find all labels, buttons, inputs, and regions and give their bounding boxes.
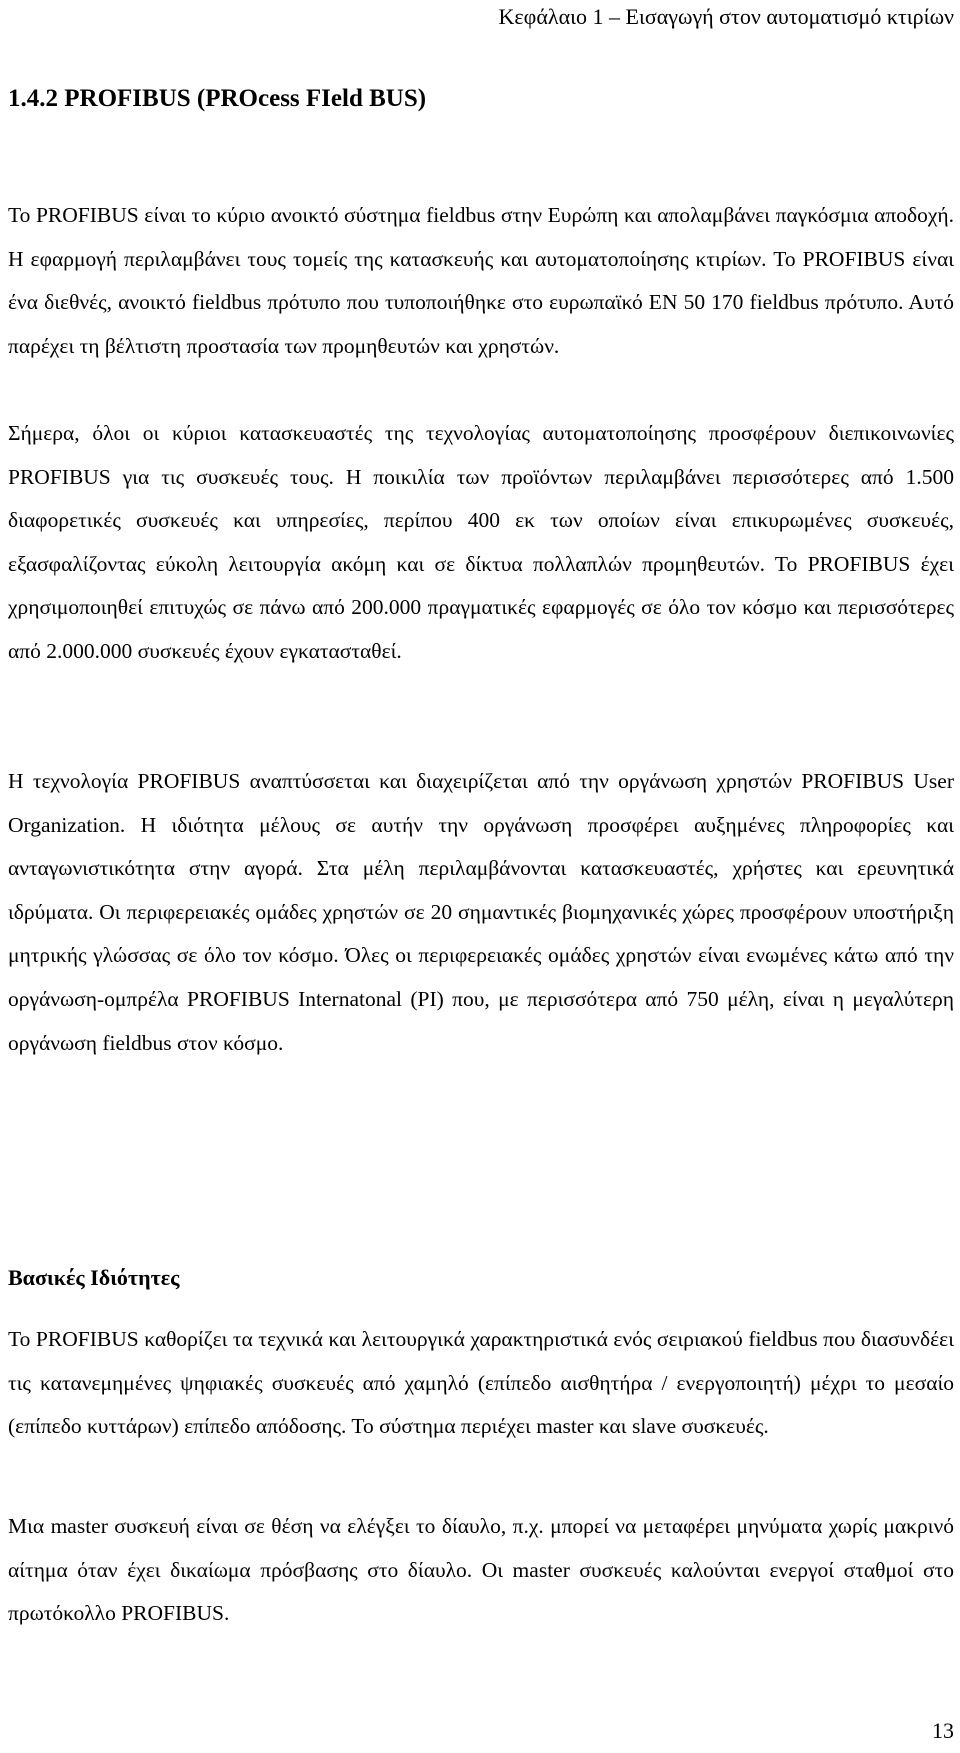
- paragraph-characteristics: Το PROFIBUS καθορίζει τα τεχνικά και λειτουργικά χαρακτηριστικά ενός σειριακού fieldbus που διασυνδέει τις κατανεμημένες ψηφιακές συσκευές από χαμηλό (επίπεδο αισθητήρα / ενεργοποιητή) μέχρι το μεσαίο (επίπεδο κυττάρων) επίπεδο απόδοσης. Το σύστημα περιέχει master και slave συσκευές.: [8, 1327, 954, 1439]
- page-number: 13: [932, 1718, 954, 1743]
- subsection-heading: Βασικές Ιδιότητες: [8, 1265, 180, 1290]
- paragraph-master-devices: Μια master συσκευή είναι σε θέση να ελέγξει το δίαυλο, π.χ. μπορεί να μεταφέρει μηνύματα χωρίς μακρινό αίτημα όταν έχει δικαίωμα πρόσβασης στο δίαυλο. Οι master συσκευές καλούνται ενεργοί σταθμοί στο πρωτόκολλο PROFIBUS.: [8, 1514, 954, 1626]
- running-header: Κεφάλαιο 1 – Εισαγωγή στον αυτοματισμό κτιρίων: [498, 4, 954, 29]
- paragraph-intro: Το PROFIBUS είναι το κύριο ανοικτό σύστημα fieldbus στην Ευρώπη και απολαμβάνει παγκόσμια αποδοχή. Η εφαρμογή περιλαμβάνει τους τομείς της κατασκευής και αυτοματοποίησης κτιρίων. Το PROFIBUS είναι ένα διεθνές, ανοικτό fieldbus πρότυπο που τυποποιήθηκε στο ευρωπαϊκό EN 50 170 fieldbus πρότυπο. Αυτό παρέχει τη βέλτιστη προστασία των προμηθευτών και χρηστών.: [8, 203, 954, 358]
- paragraph-manufacturers: Σήμερα, όλοι οι κύριοι κατασκευαστές της τεχνολογίας αυτοματοποίησης προσφέρουν διεπικοινωνίες PROFIBUS για τις συσκευές τους. Η ποικιλία των προϊόντων περιλαμβάνει περισσότερες από 1.500 διαφορετικές συσκευές και υπηρεσίες, περίπου 400 εκ των οποίων είναι επικυρωμένες συσκευές, εξασφαλίζοντας εύκολη λειτουργία ακόμη και σε δίκτυα πολλαπλών προμηθευτών. Το PROFIBUS έχει χρησιμοποιηθεί επιτυχώς σε πάνω από 200.000 πραγματικές εφαρμογές σε όλο τον κόσμο και περισσότερες από 2.000.000 συσκευές έχουν εγκατασταθεί.: [8, 421, 954, 663]
- paragraph-organization: Η τεχνολογία PROFIBUS αναπτύσσεται και διαχειρίζεται από την οργάνωση χρηστών PROFIBUS User Organization. Η ιδιότητα μέλους σε αυτήν την οργάνωση προσφέρει αυξημένες πληροφορίες και ανταγωνιστικότητα στην αγορά. Στα μέλη περιλαμβάνονται κατασκευαστές, χρήστες και ερευνητικά ιδρύματα. Οι περιφερειακές ομάδες χρηστών σε 20 σημαντικές βιομηχανικές χώρες προσφέρουν υποστήριξη μητρικής γλώσσας σε όλο τον κόσμο. Όλες οι περιφερειακές ομάδες χρηστών είναι ενωμένες κάτω από την οργάνωση-ομπρέλα PROFIBUS Internatonal (PI) που, με περισσότερα από 750 μέλη, είναι η μεγαλύτερη οργάνωση fieldbus στον κόσμο.: [8, 769, 954, 1055]
- section-heading: 1.4.2 PROFIBUS (PROcess FIeld BUS): [8, 85, 427, 112]
